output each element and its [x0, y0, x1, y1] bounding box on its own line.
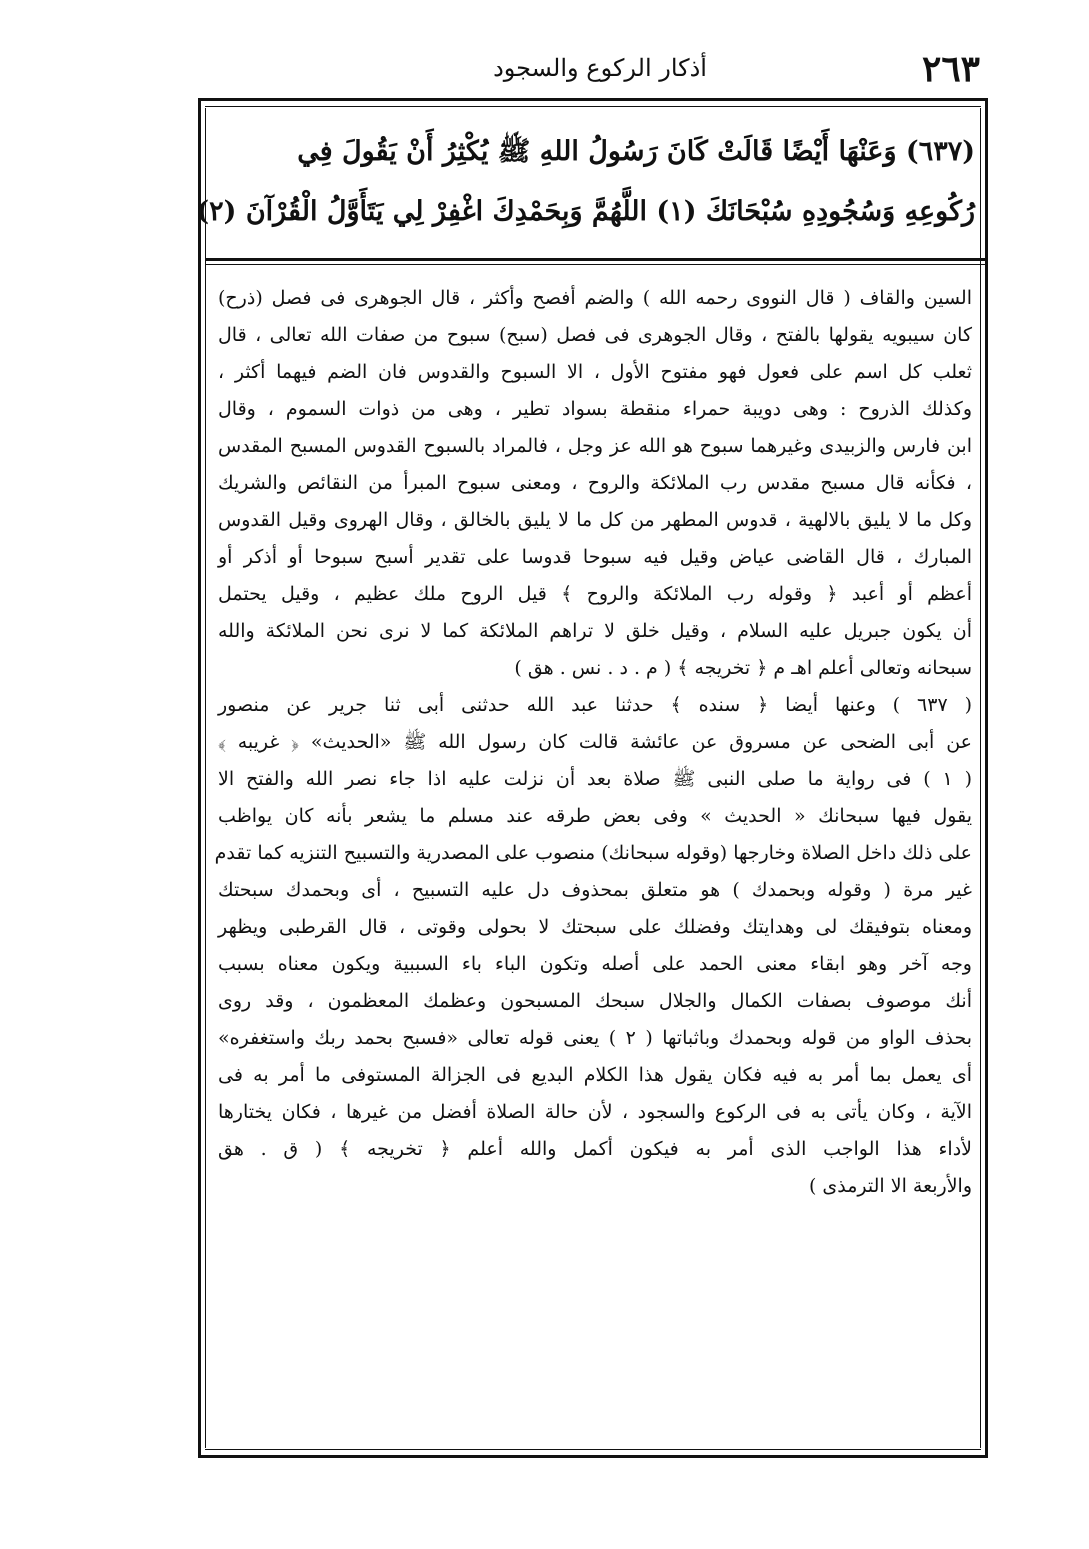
commentary-line: وجه آخر وهو ابقاء معنى الحمد على أصله وتكون الباء باء السببية ويكون معناه بسبب	[218, 953, 972, 975]
section-divider	[205, 264, 985, 265]
commentary-line: سبحانه وتعالى أعلم اهـ م ﴿ تخريجه ﴾ ( م . د . نس . هق )	[514, 657, 972, 679]
commentary-line: بحذف الواو من قوله وبحمدك وباثباتها ( ٢ ) يعنى قوله تعالى «فسبح بحمد ربك واستغفره»	[218, 1027, 972, 1049]
frame-rule	[985, 98, 988, 1458]
commentary-line: السين والقاف ( قال النووى رحمه الله ) والضم أفصح وأكثر ، قال الجوهرى فى فصل (ذرح)	[218, 287, 972, 309]
hadith-line: (٦٣٧) وَعَنْهَا أَيْضًا قَالَتْ كَانَ رَسُولُ اللهِ ﷺ يُكْثِرُ أَنْ يَقُولَ فِي	[297, 136, 975, 167]
commentary-line: ثعلب كل اسم على فعول فهو مفتوح الأول ، الا السبوح والقدوس فان الضم فيهما أكثر ،	[218, 361, 972, 383]
commentary-line: عن أبى الضحى عن مسروق عن عائشة قالت كان رسول الله ﷺ «الحديث» ﴿ غريبه ﴾	[218, 731, 972, 753]
commentary-line: ( ١ ) فى رواية ما صلى النبى ﷺ صلاة بعد أن نزلت عليه اذا جاء نصر الله والفتح الا	[218, 768, 973, 790]
frame-rule	[205, 106, 981, 107]
commentary-line: الآية ، وكان يأتى به فى الركوع والسجود ، لأن حالة الصلاة أفضل من غيرها ، فكان يختارها	[218, 1101, 972, 1123]
commentary-line: غير مرة ( وقوله وبحمدك ) هو متعلق بمحذوف دل عليه التسبيح ، أى وبحمدك سبحتك	[218, 879, 972, 901]
commentary-line: أنك موصوف بصفات الكمال والجلال سبحك المسبحون وعظمك المعظمون ، وقد روى	[218, 990, 972, 1012]
running-title: أذكار الركوع والسجود	[493, 54, 707, 82]
commentary-line: يقول فيها سبحانك « الحديث » وفى بعض طرقه عند مسلم ما يشعر بأنه كان يواظب	[218, 805, 972, 827]
commentary-line: كان سيبويه يقولها بالفتح ، وقال الجوهرى فى فصل (سبح) سبوح من صفات الله تعالى ، قال	[218, 324, 972, 346]
commentary-line: ومعناه بتوفيقك لى وهدايتك وفضلك على سبحتك لا بحولى وقوتى ، قال القرطبى ويظهر	[218, 916, 972, 938]
commentary-line: وكل ما لا يليق بالالهية ، قدوس المطهر من كل ما لا يليق بالخالق ، وقال الهروى وقيل القدوس	[218, 509, 972, 531]
commentary-line: ، فكأنه قال مسبح مقدس رب الملائكة والروح ، ومعنى سبوح المبرأ من النقائص والشريك	[218, 472, 972, 494]
frame-rule	[198, 98, 988, 101]
commentary	[214, 280, 973, 1205]
commentary-line: ابن فارس والزبيدى وغيرهما سبوح هو الله عز وجل ، فالمراد بالسبوح القدوس المسبح المقدس	[218, 435, 972, 457]
commentary-line: والأربعة الا الترمذى )	[808, 1175, 972, 1197]
hadith-line: رُكُوعِهِ وَسُجُودِهِ سُبْحَانَكَ (١) اللَّهُمَّ وَبِحَمْدِكَ اغْفِرْ لِي يَتَأَوَّلُ الْقُرْآنَ (٢)	[196, 196, 975, 227]
section-divider	[205, 258, 985, 261]
commentary-line: أى يعمل بما أمر به فيه فكان يقول هذا الكلام البديع فى الجزالة المستوفى ما أمر به فى	[218, 1064, 972, 1086]
page-number: ٢٦٣	[921, 48, 980, 90]
commentary-line: ( ٦٣٧ ) وعنها أيضا ﴿ سنده ﴾ حدثنا عبد الله حدثنى أبى ثنا جرير عن منصور	[218, 694, 973, 716]
frame-rule	[205, 1449, 981, 1450]
hadith-text	[196, 122, 975, 242]
page-header	[200, 48, 980, 98]
commentary-line: المبارك ، قال القاضى عياض وقيل فيه سبوحا قدوسا على تقدير أسبح سبوحا أو أذكر أو	[218, 546, 972, 568]
frame-rule	[205, 108, 206, 1448]
frame-rule	[198, 1455, 988, 1458]
commentary-line: أعظم أو أعبد ﴿ وقوله رب الملائكة والروح ﴾ قيل الروح ملك عظيم ، وقيل يحتمل	[218, 583, 973, 605]
frame-rule	[980, 108, 981, 1448]
commentary-line: على ذلك داخل الصلاة وخارجها (وقوله سبحانك) منصوب على المصدرية والتسبيح التنزيه كما تقدم	[214, 842, 972, 864]
commentary-line: أن يكون جبريل عليه السلام ، وقيل خلق لا تراهم الملائكة كما لا نرى نحن الملائكة والله	[218, 620, 972, 642]
frame-rule	[198, 98, 201, 1458]
commentary-line: لأداء هذا الواجب الذى أمر به فيكون أكمل والله أعلم ﴿ تخريجه ﴾ ( ق . هق	[218, 1138, 972, 1160]
commentary-line: وكذلك الذروح : وهى دويبة حمراء منقطة بسواد تطير ، وهى من ذوات السموم ، وقال	[218, 398, 972, 420]
